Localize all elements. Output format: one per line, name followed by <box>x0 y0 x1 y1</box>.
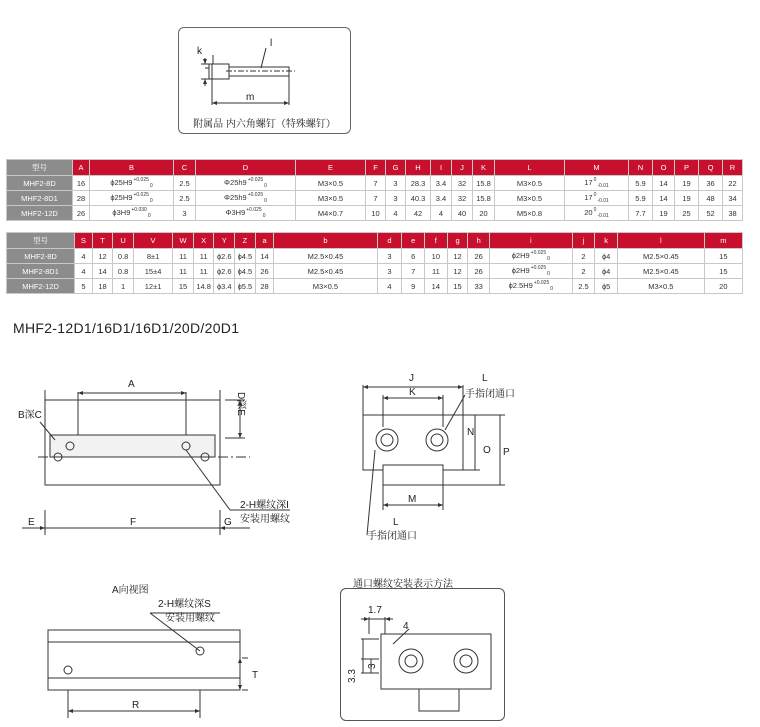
table1-header-G: G <box>386 160 406 176</box>
dim-A-label: A <box>128 379 135 390</box>
value-cell-d: 3 <box>377 249 402 264</box>
value-cell-F: 10 <box>366 206 386 221</box>
table1-header-E: E <box>296 160 366 176</box>
value-cell-W: 11 <box>173 264 194 279</box>
table2-header-h: h <box>468 233 490 249</box>
model-cell: MHF2-8D <box>7 176 73 191</box>
value-cell-C: 2.5 <box>174 176 196 191</box>
value-cell-A: 28 <box>73 191 90 206</box>
table1-header-I: I <box>431 160 452 176</box>
value-cell-d: 3 <box>377 264 402 279</box>
dim-P-label: P <box>503 447 510 458</box>
value-cell-G: 3 <box>386 176 406 191</box>
value-cell-Z: ϕ4.5 <box>235 249 256 264</box>
dim-B-depth-label: B深C <box>18 410 42 421</box>
a-view-title: A向视图 <box>112 585 149 596</box>
dim-L-top-label: L <box>482 373 488 384</box>
table1-header-N: N <box>629 160 653 176</box>
thread-callout-1: 2-H螺纹深I <box>240 500 289 511</box>
table1-header-H: H <box>406 160 431 176</box>
port-view-frame <box>340 588 505 721</box>
value-cell-e: 7 <box>402 264 425 279</box>
a-view-callout-2: 安装用螺纹 <box>165 613 215 624</box>
dim-J-label: J <box>409 373 414 384</box>
value-cell-C: 3 <box>174 206 196 221</box>
value-cell-I: 4 <box>431 206 452 221</box>
value-cell-a: 26 <box>255 264 274 279</box>
value-cell-R: 34 <box>723 191 743 206</box>
value-cell-G: 4 <box>386 206 406 221</box>
value-cell-M: $20^0_{-0.01}$ <box>565 206 629 221</box>
value-cell-V: 12±1 <box>133 279 172 294</box>
dim-L-bottom-label: L <box>393 517 399 528</box>
value-cell-T: 12 <box>92 249 113 264</box>
table-row <box>7 176 743 191</box>
value-cell-M: $17^0_{-0.01}$ <box>565 176 629 191</box>
value-cell-a: 14 <box>255 249 274 264</box>
value-cell-g: 12 <box>447 264 468 279</box>
value-cell-h: 33 <box>468 279 490 294</box>
value-cell-F: 7 <box>366 191 386 206</box>
value-cell-d: 4 <box>377 279 402 294</box>
value-cell-U: 0.8 <box>113 264 134 279</box>
table1-header-J: J <box>452 160 473 176</box>
table2-header-k: k <box>595 233 618 249</box>
value-cell-T: 18 <box>92 279 113 294</box>
value-cell-A: 16 <box>73 176 90 191</box>
value-cell-I: 3.4 <box>431 176 452 191</box>
table2-header-a: a <box>255 233 274 249</box>
value-cell-f: 14 <box>425 279 448 294</box>
value-cell-k: ϕ5 <box>595 279 618 294</box>
value-cell-i: $\phi 2H9^{+0.025}_0$ <box>490 264 573 279</box>
value-cell-C: 2.5 <box>174 191 196 206</box>
value-cell-j: 2 <box>572 249 595 264</box>
value-cell-j: 2.5 <box>572 279 595 294</box>
dim-k-label: k <box>197 46 202 57</box>
table-row <box>7 279 743 294</box>
value-cell-V: 8±1 <box>133 249 172 264</box>
value-cell-O: 14 <box>653 191 675 206</box>
table-row <box>7 249 743 264</box>
value-cell-f: 11 <box>425 264 448 279</box>
value-cell-T: 14 <box>92 264 113 279</box>
model-cell: MHF2-8D <box>7 249 75 264</box>
table2-header-model: 型号 <box>7 233 75 249</box>
value-cell-K: 15.8 <box>473 176 495 191</box>
table2-header-Y: Y <box>214 233 235 249</box>
spec-table-1 <box>6 159 743 221</box>
table2-header-j: j <box>572 233 595 249</box>
port-view-title: 通口螺纹安装表示方法 <box>353 579 453 590</box>
table2-header-e: e <box>402 233 425 249</box>
value-cell-X: 11 <box>193 249 214 264</box>
value-cell-m: 15 <box>704 249 742 264</box>
table2-header-Z: Z <box>235 233 256 249</box>
dim-3-3-label: 3.3 <box>347 669 358 683</box>
table2-header-m: m <box>704 233 742 249</box>
value-cell-D: $\Phi 25h9^{+0.025}_0$ <box>196 176 296 191</box>
value-cell-b: M2.5×0.45 <box>274 249 377 264</box>
table1-header-M: M <box>565 160 629 176</box>
port-view-drawing <box>341 589 506 722</box>
value-cell-e: 9 <box>402 279 425 294</box>
value-cell-W: 11 <box>173 249 194 264</box>
value-cell-I: 3.4 <box>431 191 452 206</box>
table1-header-P: P <box>675 160 699 176</box>
value-cell-J: 32 <box>452 176 473 191</box>
value-cell-g: 15 <box>447 279 468 294</box>
value-cell-B: $\phi 25H9^{+0.025}_0$ <box>90 176 174 191</box>
port-label-top: 手指闭通口 <box>465 389 515 400</box>
value-cell-K: 20 <box>473 206 495 221</box>
table1-header-F: F <box>366 160 386 176</box>
value-cell-X: 11 <box>193 264 214 279</box>
value-cell-a: 28 <box>255 279 274 294</box>
value-cell-Q: 36 <box>699 176 723 191</box>
value-cell-J: 40 <box>452 206 473 221</box>
table1-header-model: 型号 <box>7 160 73 176</box>
model-cell: MHF2-12D <box>7 279 75 294</box>
table-row <box>7 191 743 206</box>
table1-header-B: B <box>90 160 174 176</box>
thread-callout-2: 安装用螺纹 <box>240 514 290 525</box>
value-cell-S: 4 <box>75 264 93 279</box>
value-cell-U: 0.8 <box>113 249 134 264</box>
value-cell-e: 6 <box>402 249 425 264</box>
value-cell-P: 25 <box>675 206 699 221</box>
value-cell-b: M3×0.5 <box>274 279 377 294</box>
side-view-drawing <box>345 365 545 545</box>
value-cell-L: M3×0.5 <box>495 176 565 191</box>
value-cell-L: M5×0.8 <box>495 206 565 221</box>
value-cell-B: $\phi 3H9^{+0.030}_0$ <box>90 206 174 221</box>
dim-l-label: l <box>270 38 273 49</box>
value-cell-l: M2.5×0.45 <box>618 249 705 264</box>
value-cell-h: 26 <box>468 249 490 264</box>
table2-header-T: T <box>92 233 113 249</box>
dim-G-label: G <box>224 517 232 528</box>
value-cell-m: 15 <box>704 264 742 279</box>
value-cell-j: 2 <box>572 264 595 279</box>
value-cell-m: 20 <box>704 279 742 294</box>
value-cell-R: 22 <box>723 176 743 191</box>
value-cell-E: M3×0.5 <box>296 191 366 206</box>
value-cell-D: $\Phi 25h9^{+0.025}_0$ <box>196 191 296 206</box>
value-cell-R: 38 <box>723 206 743 221</box>
value-cell-N: 7.7 <box>629 206 653 221</box>
dim-D-depth-label: D深E <box>235 392 246 416</box>
value-cell-U: 1 <box>113 279 134 294</box>
value-cell-S: 5 <box>75 279 93 294</box>
dim-K-label: K <box>409 387 416 398</box>
dim-m-label: m <box>246 92 255 103</box>
table1-header-O: O <box>653 160 675 176</box>
value-cell-E: M3×0.5 <box>296 176 366 191</box>
a-view-drawing <box>20 578 280 727</box>
dim-N-label: N <box>467 427 475 438</box>
table-row <box>7 264 743 279</box>
table2-header-f: f <box>425 233 448 249</box>
value-cell-Z: ϕ4.5 <box>235 264 256 279</box>
value-cell-X: 14.8 <box>193 279 214 294</box>
table2-header-U: U <box>113 233 134 249</box>
value-cell-H: 42 <box>406 206 431 221</box>
value-cell-D: $\Phi 3H9^{+0.025}_0$ <box>196 206 296 221</box>
value-cell-f: 10 <box>425 249 448 264</box>
value-cell-F: 7 <box>366 176 386 191</box>
value-cell-b: M2.5×0.45 <box>274 264 377 279</box>
value-cell-O: 14 <box>653 176 675 191</box>
value-cell-Y: ϕ2.6 <box>214 249 235 264</box>
value-cell-W: 15 <box>173 279 194 294</box>
value-cell-V: 15±4 <box>133 264 172 279</box>
value-cell-h: 26 <box>468 264 490 279</box>
spec-table-2 <box>6 232 743 294</box>
value-cell-l: M3×0.5 <box>618 279 705 294</box>
table2-header-b: b <box>274 233 377 249</box>
value-cell-L: M3×0.5 <box>495 191 565 206</box>
value-cell-i: $\phi 2H9^{+0.025}_0$ <box>490 249 573 264</box>
table2-header-d: d <box>377 233 402 249</box>
value-cell-P: 19 <box>675 191 699 206</box>
table1-header-R: R <box>723 160 743 176</box>
table1-header-K: K <box>473 160 495 176</box>
model-cell: MHF2-12D <box>7 206 73 221</box>
table-row <box>7 206 743 221</box>
dim-F-label: F <box>130 517 137 528</box>
value-cell-Z: ϕ5.5 <box>235 279 256 294</box>
value-cell-S: 4 <box>75 249 93 264</box>
table1-header-C: C <box>174 160 196 176</box>
dim-E-label: E <box>28 517 35 528</box>
value-cell-k: ϕ4 <box>595 249 618 264</box>
value-cell-B: $\phi 25H9^{+0.025}_0$ <box>90 191 174 206</box>
value-cell-Q: 48 <box>699 191 723 206</box>
dim-1-7-label: 1.7 <box>368 605 382 616</box>
value-cell-M: $17^0_{-0.01}$ <box>565 191 629 206</box>
table2-header-V: V <box>133 233 172 249</box>
model-cell: MHF2-8D1 <box>7 264 75 279</box>
table2-header-S: S <box>75 233 93 249</box>
value-cell-H: 28.3 <box>406 176 431 191</box>
value-cell-G: 3 <box>386 191 406 206</box>
table1-header-D: D <box>196 160 296 176</box>
front-view-drawing <box>0 360 320 550</box>
accessory-caption: 附属品 内六角螺钉（特殊螺钉） <box>193 119 336 130</box>
value-cell-Y: ϕ3.4 <box>214 279 235 294</box>
dim-3-label: 3 <box>367 663 378 669</box>
value-cell-Q: 52 <box>699 206 723 221</box>
value-cell-N: 5.9 <box>629 191 653 206</box>
value-cell-Y: ϕ2.6 <box>214 264 235 279</box>
value-cell-H: 40.3 <box>406 191 431 206</box>
table2-header-W: W <box>173 233 194 249</box>
table1-header-A: A <box>73 160 90 176</box>
table1-header-Q: Q <box>699 160 723 176</box>
value-cell-E: M4×0.7 <box>296 206 366 221</box>
table2-header-i: i <box>490 233 573 249</box>
model-cell: MHF2-8D1 <box>7 191 73 206</box>
value-cell-O: 19 <box>653 206 675 221</box>
dim-O-label: O <box>483 445 491 456</box>
value-cell-k: ϕ4 <box>595 264 618 279</box>
dim-R-label: R <box>132 700 140 711</box>
dim-M-label: M <box>408 494 417 505</box>
value-cell-i: $\phi 2.5H9^{+0.025}_0$ <box>490 279 573 294</box>
section-title: MHF2-12D1/16D1/16D1/20D/20D1 <box>13 320 240 336</box>
value-cell-A: 26 <box>73 206 90 221</box>
table2-header-g: g <box>447 233 468 249</box>
table1-header-L: L <box>495 160 565 176</box>
dim-T-label: T <box>252 670 259 681</box>
value-cell-g: 12 <box>447 249 468 264</box>
table2-header-l: l <box>618 233 705 249</box>
value-cell-l: M2.5×0.45 <box>618 264 705 279</box>
table2-header-X: X <box>193 233 214 249</box>
value-cell-N: 5.9 <box>629 176 653 191</box>
value-cell-P: 19 <box>675 176 699 191</box>
value-cell-J: 32 <box>452 191 473 206</box>
a-view-callout-1: 2-H螺纹深S <box>158 599 211 610</box>
value-cell-K: 15.8 <box>473 191 495 206</box>
dim-4-label: 4 <box>403 621 409 632</box>
port-label-bottom: 手指闭通口 <box>367 531 417 542</box>
